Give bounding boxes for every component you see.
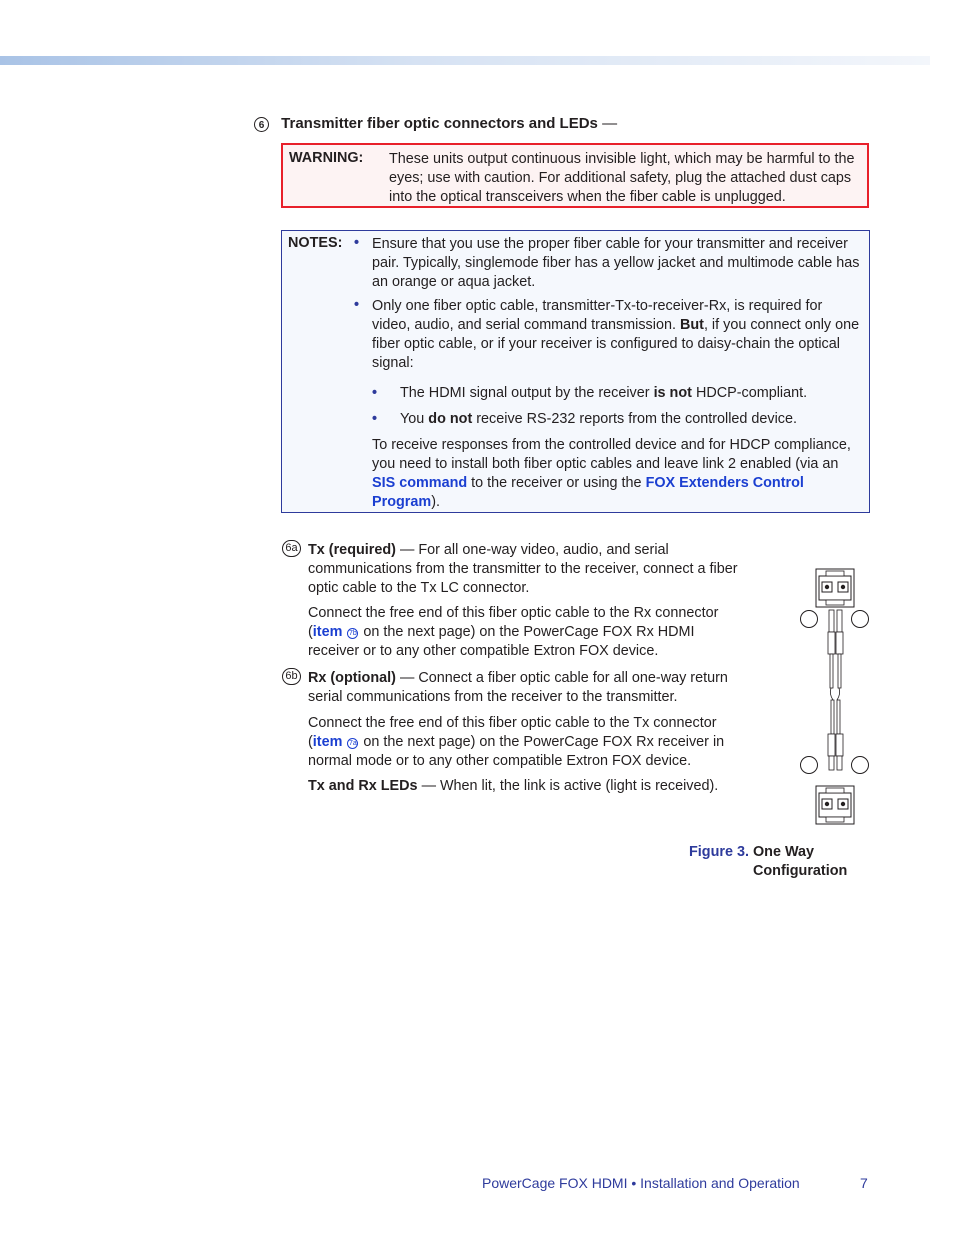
rx-side-tx-led (801, 757, 818, 774)
rx-connect-text-a: Connect the free end of this fiber optic cable to the Tx connector ( (308, 715, 717, 750)
warning-box (281, 143, 869, 208)
sub-bullet-1-text-a: The HDMI signal output by the receiver (400, 385, 650, 401)
sub-bullet-2-bold: do not (428, 411, 473, 427)
sub-bullet-marker: • (372, 385, 378, 401)
note-bullet-2-bold: But (679, 317, 704, 333)
tx-connect-text-b: on the next page) on the PowerCage FOX Rx HDMI receiver or to any other compatible Extron FOX device. (308, 624, 695, 659)
tx-connect-text-a: Connect the free end of this fiber optic cable to the Rx connector ( (308, 605, 719, 640)
sub-bullet-1-text-b: HDCP-compliant. (695, 385, 808, 401)
receive-text-b: to the receiver or using the (471, 475, 642, 491)
note-bullet-2-text-a: Only one fiber optic cable, transmitter-Tx-to-receiver-Rx, is required for video, audio, and serial command transmission. (372, 298, 823, 333)
section-number: 6 (254, 117, 269, 132)
section-title: Transmitter fiber optic connectors and LEDs (281, 115, 598, 132)
figure-label: Figure 3. (689, 844, 749, 860)
rx-side-rx-led (852, 757, 869, 774)
transmitter-lc-connector (816, 569, 854, 607)
page-number: 7 (860, 1175, 868, 1191)
warning-text: These units output continuous invisible light, which may be harmful to the eyes; use with caution. For additional safety, plug the attached dust caps into the optical transceivers when the fiber cable is unplugged. (389, 151, 855, 205)
sis-command-link[interactable]: SIS command (372, 475, 468, 491)
leds-text: — When lit, the link is active (light is received). (421, 778, 719, 794)
sub-bullet-2-text-a: You (400, 411, 425, 427)
notes-box (281, 230, 870, 513)
rx-number-badge: 6b (282, 668, 301, 685)
rx-title: Rx (optional) (308, 670, 396, 686)
leds-paragraph (308, 777, 748, 796)
fiber-connection-diagram (796, 566, 876, 830)
sub-bullet-marker: • (372, 411, 378, 427)
footer-title: PowerCage FOX HDMI • Installation and Operation (482, 1175, 800, 1191)
sub-bullet-2-text-b: receive RS-232 reports from the controlled device. (476, 411, 797, 427)
tx-item-ref: 7b (348, 630, 357, 637)
rx-paragraph (308, 669, 748, 707)
leds-title: Tx and Rx LEDs (308, 778, 418, 794)
sub-bullet-1 (400, 385, 807, 401)
rx-led-indicator (852, 611, 869, 628)
sub-bullet-2 (400, 411, 797, 427)
rx-item-link[interactable]: item (312, 734, 343, 750)
rx-connect-text-b: on the next page) on the PowerCage FOX Rx receiver in normal mode or to any other compatible Extron FOX device. (308, 734, 725, 769)
rx-item-ref: 7a (348, 740, 357, 747)
tx-number-badge: 6a (282, 540, 301, 557)
header-band (0, 56, 930, 65)
tx-paragraph (308, 541, 748, 598)
receiver-lc-connector (816, 786, 854, 824)
rx-number (282, 668, 301, 685)
receive-text-c: ). (431, 494, 440, 510)
tx-item-link[interactable]: item (312, 624, 343, 640)
tx-text: — For all one-way video, audio, and serial communications from the transmitter to the receiver, connect a fiber optic cable to the Tx LC connector. (308, 542, 738, 596)
fox-control-program-link[interactable]: FOX Extenders Control Program (372, 475, 804, 510)
receive-text-a: To receive responses from the controlled device and for HDCP compliance, you need to install both fiber optic cables and leave link 2 enabled (via an (372, 437, 851, 472)
sub-bullet-1-bold: is not (653, 385, 692, 401)
tx-number (282, 540, 301, 557)
warning-label: WARNING: (289, 150, 364, 166)
section-heading (254, 115, 617, 132)
tx-title: Tx (required) (308, 542, 396, 558)
figure-text: One Way Configuration (752, 844, 848, 879)
bullet-marker: • (354, 297, 360, 313)
bullet-marker: • (354, 235, 360, 251)
figure-caption (689, 843, 889, 881)
rx-text: — Connect a fiber optic cable for all one-way return serial communications from the receiver to the transmitter. (308, 670, 728, 705)
note-bullet-2-text-b: , if you connect only one fiber optic cable, or if your receiver is configured to daisy-chain the optical signal: (372, 317, 860, 371)
note-bullet-1: Ensure that you use the proper fiber cable for your transmitter and receiver pair. Typically, singlemode fiber has a yellow jacket and multimode cable has an orange or aqua jacket. (372, 236, 860, 290)
note-bullet-2 (372, 297, 862, 373)
section-dash: — (602, 115, 618, 132)
fiber-cable (828, 610, 843, 770)
notes-label: NOTES: (288, 235, 343, 251)
tx-led-indicator (801, 611, 818, 628)
rx-connect-paragraph (308, 714, 748, 771)
tx-connect-paragraph (308, 604, 748, 661)
receive-paragraph (372, 436, 852, 512)
